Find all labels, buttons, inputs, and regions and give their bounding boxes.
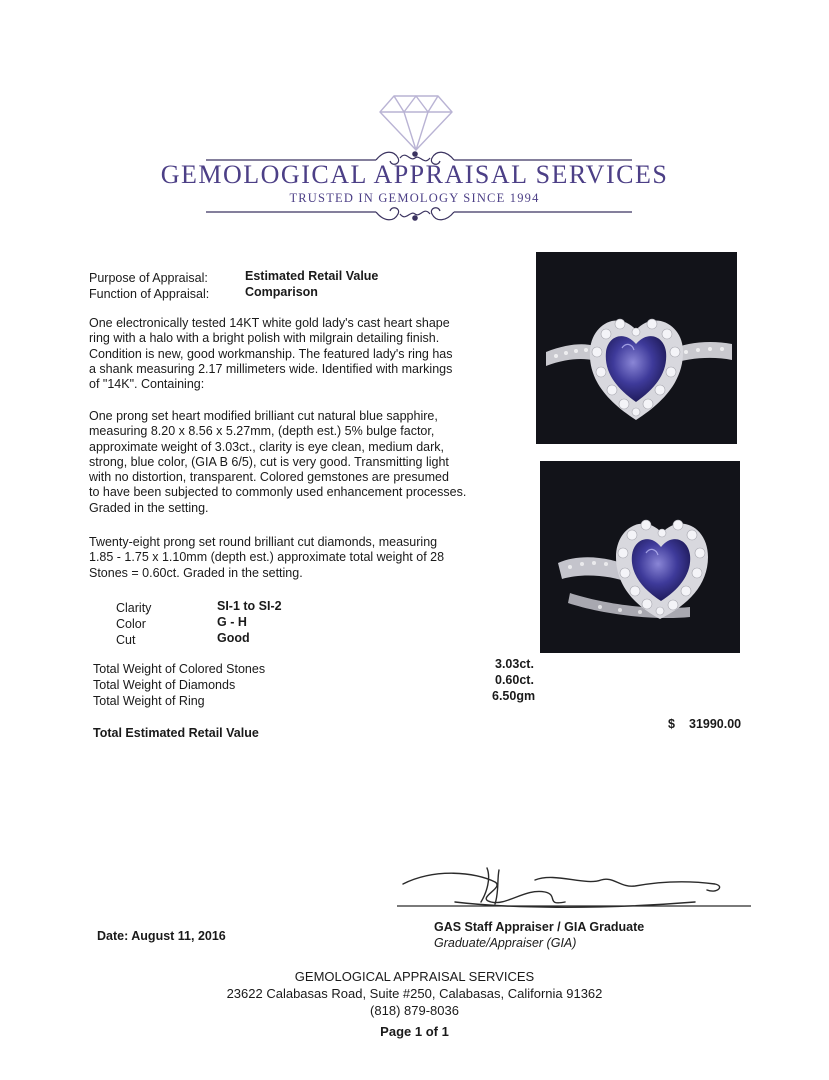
grading-value-clarity: SI-1 to SI-2: [217, 599, 282, 613]
diamonds-description-paragraph: [89, 535, 509, 581]
diamond-icon: [376, 92, 456, 154]
sapphire-description-paragraph: [89, 409, 509, 516]
function-label: Function of Appraisal:: [89, 287, 210, 301]
ring-photo-top-view: [536, 252, 737, 444]
ring-description-paragraph: [89, 316, 509, 392]
ring-photo-angled-view: [540, 461, 740, 653]
paragraph-line: strong, blue color, (GIA B 6/5), cut is very good. Transmitting light: [89, 454, 449, 469]
weight-label-ring: Total Weight of Ring: [93, 694, 205, 708]
company-title: GEMOLOGICAL APPRAISAL SERVICES: [160, 160, 669, 189]
appraiser-subtitle: Graduate/Appraiser (GIA): [434, 936, 577, 950]
total-currency-symbol: $: [668, 717, 675, 731]
function-value: Comparison: [245, 285, 318, 299]
grading-value-cut: Good: [217, 631, 250, 645]
paragraph-line: One prong set heart modified brilliant cut natural blue sapphire,: [89, 409, 438, 423]
paragraph-line: measuring 8.20 x 8.56 x 5.27mm, (depth est.) 5% bulge factor,: [89, 424, 435, 439]
paragraph-line: with no distortion, transparent. Colored gemstones are presumed: [89, 470, 449, 485]
footer-address: 23622 Calabasas Road, Suite #250, Calabasas, California 91362: [226, 986, 603, 1001]
footer-company-name: GEMOLOGICAL APPRAISAL SERVICES: [294, 969, 535, 984]
paragraph-line: Graded in the setting.: [89, 500, 209, 515]
paragraph-line: Stones = 0.60ct. Graded in the setting.: [89, 565, 303, 580]
appraisal-date: Date: August 11, 2016: [97, 929, 226, 943]
grading-label-clarity: Clarity: [116, 601, 152, 615]
weight-value-ring: 6.50gm: [492, 689, 536, 703]
grading-label-color: Color: [116, 617, 146, 631]
appraiser-signature: [395, 858, 755, 918]
paragraph-line: approximate weight of 3.03ct., clarity is eye clean, medium dark,: [89, 439, 445, 454]
purpose-label: Purpose of Appraisal:: [89, 271, 208, 285]
weight-label-colored-stones: Total Weight of Colored Stones: [93, 662, 266, 676]
company-tagline: TRUSTED IN GEMOLOGY SINCE 1994: [289, 191, 540, 205]
footer-phone: (818) 879-8036: [370, 1003, 459, 1018]
paragraph-line: Condition is new, good workmanship. The featured lady's ring has: [89, 346, 453, 361]
paragraph-line: ring with a halo with a bright polish with milgrain detailing finish.: [89, 331, 440, 346]
appraiser-title: GAS Staff Appraiser / GIA Graduate: [434, 920, 645, 934]
weight-label-diamonds: Total Weight of Diamonds: [93, 678, 236, 692]
paragraph-line: a shank measuring 2.17 millimeters wide. Identified with markings: [89, 361, 453, 376]
page-number: Page 1 of 1: [380, 1024, 449, 1039]
ring-illustration: [536, 252, 737, 444]
total-value-amount: 31990.00: [689, 717, 742, 731]
weight-value-colored-stones: 3.03ct.: [495, 657, 534, 671]
grading-value-color: G - H: [217, 615, 247, 629]
paragraph-line: 1.85 - 1.75 x 1.10mm (depth est.) approximate total weight of 28: [89, 550, 445, 565]
paragraph-line: One electronically tested 14KT white gold lady's cast heart shape: [89, 316, 450, 330]
grading-label-cut: Cut: [116, 633, 136, 647]
paragraph-line: Twenty-eight prong set round brilliant cut diamonds, measuring: [89, 535, 438, 549]
total-value-label: Total Estimated Retail Value: [93, 726, 259, 740]
purpose-value: Estimated Retail Value: [245, 269, 379, 283]
ring-illustration: [540, 461, 740, 653]
paragraph-line: of "14K". Containing:: [89, 377, 205, 392]
weight-value-diamonds: 0.60ct.: [495, 673, 534, 687]
paragraph-line: to have been subjected to commonly used enhancement processes.: [89, 485, 467, 500]
